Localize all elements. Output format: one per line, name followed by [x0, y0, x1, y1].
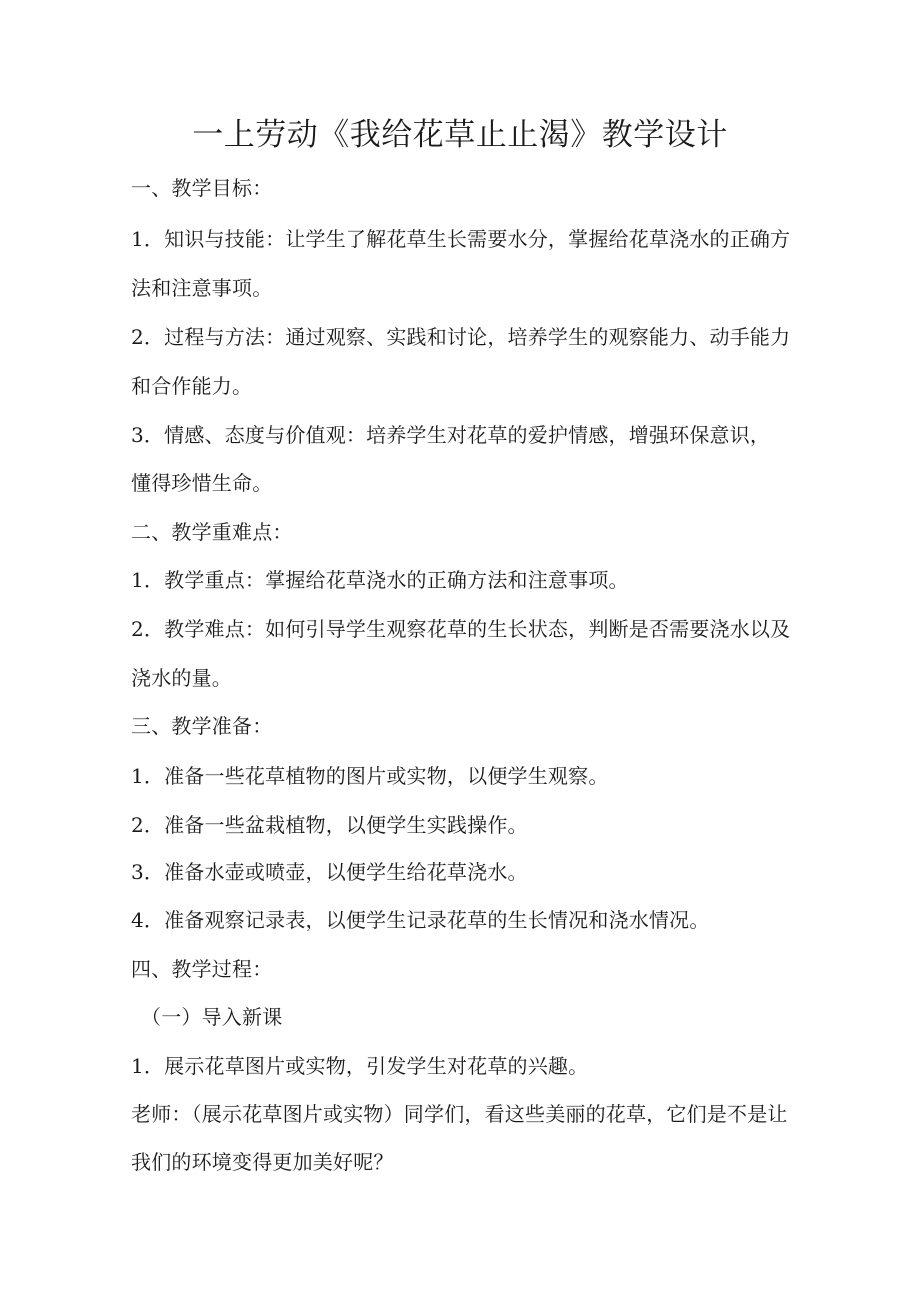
document-title: 一上劳动《我给花草止止渴》教学设计 [192, 117, 728, 153]
section-heading-preparation: 三、教学准备： [131, 714, 273, 738]
section-heading-process: 四、教学过程： [131, 957, 273, 981]
paragraph-line: 2．教学难点：如何引导学生观察花草的生长状态，判断是否需要浇水以及 [131, 617, 791, 641]
paragraph-line: 1．准备一些花草植物的图片或实物，以便学生观察。 [131, 764, 609, 788]
paragraph-line: 1．教学重点：掌握给花草浇水的正确方法和注意事项。 [131, 568, 629, 592]
paragraph-line: 4．准备观察记录表，以便学生记录花草的生长情况和浇水情况。 [131, 908, 710, 932]
paragraph-line: 2．准备一些盆栽植物，以便学生实践操作。 [131, 813, 528, 837]
paragraph-line: 浇水的量。 [131, 666, 232, 690]
paragraph-line: 法和注意事项。 [131, 276, 273, 300]
section-heading-objectives: 一、教学目标： [131, 176, 273, 200]
paragraph-line: 1．展示花草图片或实物，引发学生对花草的兴趣。 [131, 1054, 589, 1078]
paragraph-line: 我们的环境变得更加美好呢？ [131, 1150, 394, 1174]
paragraph-line: 3．情感、态度与价值观：培养学生对花草的爱护情感，增强环保意识， [131, 423, 771, 447]
section-heading-key-points: 二、教学重难点： [131, 520, 293, 544]
paragraph-line: 老师：（展示花草图片或实物）同学们，看这些美丽的花草，它们是不是让 [131, 1102, 788, 1126]
subsection-heading: （一）导入新课 [141, 1005, 283, 1029]
paragraph-line: 2．过程与方法：通过观察、实践和讨论，培养学生的观察能力、动手能力 [131, 325, 791, 349]
paragraph-line: 3．准备水壶或喷壶，以便学生给花草浇水。 [131, 860, 528, 884]
paragraph-line: 懂得珍惜生命。 [131, 471, 273, 495]
paragraph-line: 1．知识与技能：让学生了解花草生长需要水分，掌握给花草浇水的正确方 [131, 227, 791, 251]
paragraph-line: 和合作能力。 [131, 374, 253, 398]
